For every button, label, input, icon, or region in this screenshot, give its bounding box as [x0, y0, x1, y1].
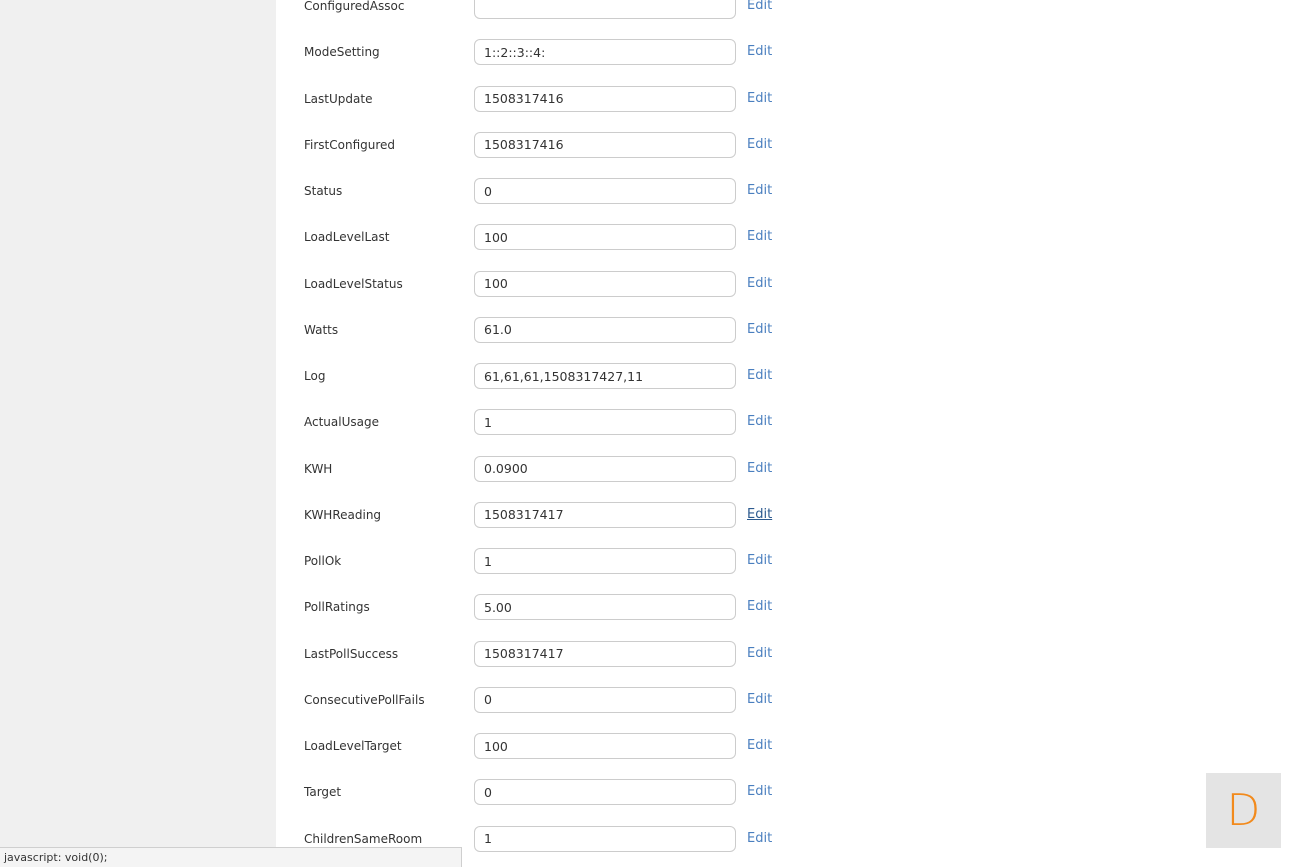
- edit-link[interactable]: Edit: [747, 414, 773, 430]
- property-value-input[interactable]: [474, 0, 736, 19]
- property-label: KWHReading: [304, 507, 382, 522]
- property-value-input[interactable]: [474, 224, 736, 250]
- property-value-input[interactable]: [474, 548, 736, 574]
- property-row: [304, 502, 824, 530]
- property-value-input[interactable]: [474, 502, 736, 528]
- property-row: [304, 687, 824, 715]
- property-value-input[interactable]: [474, 409, 736, 435]
- edit-link[interactable]: Edit: [747, 506, 773, 522]
- edit-link[interactable]: Edit: [747, 229, 773, 245]
- property-label: ConsecutivePollFails: [304, 692, 425, 707]
- property-value-input[interactable]: [474, 271, 736, 297]
- edit-link[interactable]: Edit: [747, 183, 773, 198]
- edit-link[interactable]: Edit: [747, 368, 773, 383]
- property-value-input[interactable]: [474, 733, 736, 759]
- browser-status-bar: [0, 847, 462, 867]
- property-row: [304, 132, 824, 160]
- edit-link[interactable]: Edit: [747, 90, 773, 106]
- property-label: KWH: [304, 461, 333, 476]
- property-label: ChildrenSameRoom: [304, 831, 423, 846]
- property-row: [304, 39, 824, 67]
- property-value-input[interactable]: [474, 86, 736, 112]
- logo-badge[interactable]: [1206, 773, 1281, 848]
- edit-link[interactable]: Edit: [747, 553, 773, 568]
- property-row: [304, 409, 824, 437]
- property-value-input[interactable]: [474, 594, 736, 620]
- property-label: FirstConfigured: [304, 137, 396, 152]
- property-value-input[interactable]: [474, 132, 736, 158]
- edit-link[interactable]: Edit: [747, 321, 773, 337]
- edit-link[interactable]: Edit: [747, 275, 773, 291]
- edit-link[interactable]: Edit: [747, 460, 773, 476]
- property-label: ConfiguredAssoc: [304, 0, 405, 13]
- property-row: [304, 271, 824, 299]
- edit-link[interactable]: Edit: [747, 691, 773, 707]
- edit-link[interactable]: Edit: [747, 645, 773, 661]
- property-value-input[interactable]: [474, 363, 736, 389]
- property-label: Watts: [304, 322, 339, 337]
- property-row: [304, 733, 824, 761]
- property-label: LastUpdate: [304, 91, 373, 106]
- edit-link[interactable]: Edit: [747, 599, 773, 615]
- property-label: LoadLevelTarget: [304, 739, 402, 753]
- edit-link[interactable]: Edit: [747, 0, 773, 13]
- property-label: Log: [304, 369, 326, 383]
- property-row: [304, 456, 824, 484]
- property-row: [304, 0, 824, 21]
- property-row: [304, 779, 824, 807]
- edit-link[interactable]: Edit: [747, 44, 773, 60]
- edit-link[interactable]: Edit: [747, 830, 773, 846]
- status-url: javascript: void(0);: [4, 851, 108, 864]
- property-label: PollRatings: [304, 600, 370, 615]
- property-value-input[interactable]: [474, 317, 736, 343]
- left-sidebar: [0, 0, 276, 867]
- property-row: [304, 548, 824, 576]
- property-label: LoadLevelStatus: [304, 276, 403, 291]
- property-value-input[interactable]: [474, 779, 736, 805]
- property-label: Target: [304, 785, 342, 800]
- property-value-input[interactable]: [474, 178, 736, 204]
- property-label: PollOk: [304, 554, 342, 568]
- property-row: [304, 641, 824, 669]
- property-row: [304, 317, 824, 345]
- property-value-input[interactable]: [474, 826, 736, 852]
- main-content: [276, 0, 1300, 867]
- edit-link[interactable]: Edit: [747, 136, 773, 152]
- property-row: [304, 363, 824, 391]
- property-row: [304, 178, 824, 206]
- property-value-input[interactable]: [474, 641, 736, 667]
- property-row: [304, 594, 824, 622]
- property-value-input[interactable]: [474, 456, 736, 482]
- property-row: [304, 224, 824, 252]
- property-value-input[interactable]: [474, 687, 736, 713]
- edit-link[interactable]: Edit: [747, 784, 773, 800]
- edit-link[interactable]: Edit: [747, 738, 773, 753]
- property-value-input[interactable]: [474, 39, 736, 65]
- property-row: [304, 86, 824, 114]
- property-label: ModeSetting: [304, 45, 380, 60]
- property-label: LastPollSuccess: [304, 646, 399, 661]
- property-label: ActualUsage: [304, 415, 379, 430]
- property-label: Status: [304, 184, 343, 198]
- logo-letter: D: [1226, 784, 1261, 836]
- property-label: LoadLevelLast: [304, 230, 390, 245]
